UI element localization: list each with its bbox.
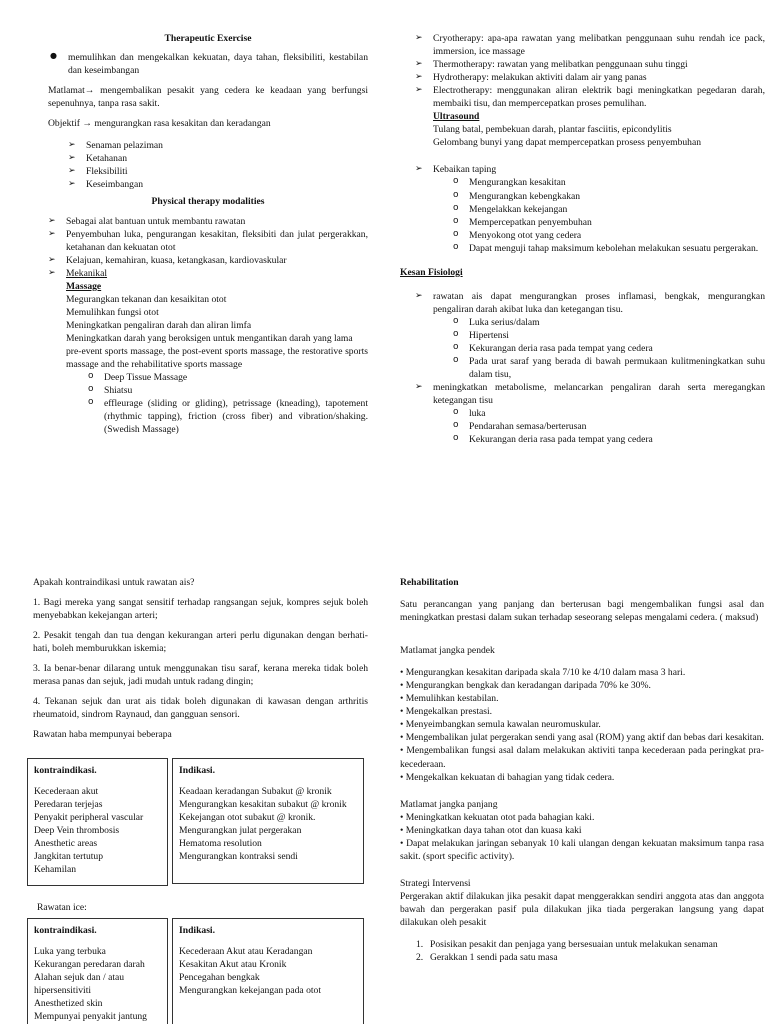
list-item: o effleurage (sliding or gliding), petrissage (kneading), tapotement (rhythmic tapping), friction (cross fiber) and vibration/shaking. (Swedish Massage) xyxy=(86,397,368,436)
list-item: o Mengurangkan kebengkakan xyxy=(451,190,765,203)
box-item: Mengurangkan kontraksi sendi xyxy=(179,851,298,863)
ultrasound-title: Ultrasound xyxy=(433,111,480,123)
therapeutic-bullets xyxy=(48,51,368,77)
list-item: ➢ Cryotherapy: apa-apa rawatan yang melibatkan penggunaan suhu rendah ice pack, immersion, ice massage xyxy=(415,32,765,58)
list-item: • Mengekalkan kekuatan di bahagian yang tidak cedera. xyxy=(400,771,615,783)
step-number: 1. xyxy=(416,939,424,951)
list-item: o Luka serius/dalam xyxy=(451,316,765,329)
box-item: Kehamilan xyxy=(34,864,77,876)
box-title: Indikasi. xyxy=(179,925,215,936)
therapeutic-exercise-title: Therapeutic Exercise xyxy=(164,33,252,44)
pt-list xyxy=(48,215,368,280)
step-text: Posisikan pesakit dan penjaga yang bersesuaian untuk melakukan senaman xyxy=(430,939,718,951)
box-item: Peredaran terjejas xyxy=(34,799,103,811)
strategy-title: Strategi Intervensi xyxy=(400,877,471,889)
list-item: • Mengembalikan julat pergerakan sendi yang asal (ROM) yang aktif dan bebas dari kesakitan. xyxy=(400,732,764,744)
list-item: ➢ meningkatkan metabolisme, melancarkan pengaliran darah serta meregangkan ketegangan tisu xyxy=(415,381,765,407)
massage-line: pre-event sports massage, the post-event sports massage, the restorative sports massage and the rehabilitative sports massage xyxy=(66,345,368,371)
therapy-types-list xyxy=(415,32,765,110)
kesan2-items xyxy=(451,407,765,446)
massage-title: Massage xyxy=(66,280,102,292)
list-item: o Pendarahan semasa/berterusan xyxy=(451,420,765,433)
list-item: ➢ Senaman pelaziman xyxy=(68,139,368,152)
list-item: • Dapat melakukan jaringan sebanyak 10 kali ulangan dengan kekuatan maksimum tanpa rasa sakit. (sport specific activity). xyxy=(400,837,764,862)
ice-intro: Rawatan ice: xyxy=(37,902,87,913)
step-text: Gerakkan 1 sendi pada satu masa xyxy=(430,952,558,964)
step-number: 2. xyxy=(416,952,424,964)
long-term-list xyxy=(400,811,764,863)
list-item: ➢ Keseimbangan xyxy=(68,178,368,191)
box-item: Penyakit peripheral vascular xyxy=(34,812,144,824)
short-term-list xyxy=(400,666,764,783)
objektif-list xyxy=(68,139,368,191)
box-item: Mengurangkan julat pergerakan xyxy=(179,825,302,837)
list-item: o Mengurangkan kesakitan xyxy=(451,176,765,189)
kesan-list-2 xyxy=(415,381,765,407)
box-item: Mempunyai penyakit jantung xyxy=(34,1011,147,1023)
box-item: Jangkitan tertutup xyxy=(34,851,104,863)
massage-line: Memulihkan fungsi otot xyxy=(66,306,159,318)
contra-point: 1. Bagi mereka yang sangat sensitif terhadap rangsangan sejuk, kompres sejuk boleh menyebabkan kekejangan arteri; xyxy=(33,597,368,622)
kesan1-items xyxy=(451,316,765,381)
list-item: o Pada urat saraf yang berada di bawah permukaan kulitmeningkatkan suhu dalam tisu, xyxy=(451,355,765,381)
list-item: ➢ Hydrotherapy: melakukan aktiviti dalam air yang panas xyxy=(415,71,765,84)
list-item: o Hipertensi xyxy=(451,329,765,342)
list-item: o Kekurangan deria rasa pada tempat yang cedera xyxy=(451,342,765,355)
right-top-column xyxy=(400,32,765,446)
list-item: • Mengurangkan kesakitan daripada skala 7/10 ke 4/10 dalam masa 3 hari. xyxy=(400,667,686,679)
rehabilitation-title: Rehabilitation xyxy=(400,577,459,588)
list-item: o Menyokong otot yang cedera xyxy=(451,229,765,242)
objektif-text: Objektif → mengurangkan rasa kesakitan dan keradangan xyxy=(48,118,271,130)
haba-indikasi-box xyxy=(172,758,364,884)
massage-line: Meningkatkan darah yang beroksigen untuk mengantikan darah yang lama xyxy=(66,332,353,344)
list-item: ➢ Penyembuhan luka, pengurangan kesakitan, fleksibiti dan julat pergerakkan, ketahanan dan kekuatan otot xyxy=(48,228,368,254)
list-item: o Mempercepatkan penyembuhan xyxy=(451,216,765,229)
box-item: Kesakitan Akut atau Kronik xyxy=(179,959,287,971)
massage-line: Megurangkan tekanan dan kesaikitan otot xyxy=(66,293,227,305)
box-item: Alahan sejuk dan / atau hipersensitiviti xyxy=(34,972,125,997)
contra-point: 4. Tekanan sejuk dan urat ais tidak boleh digunakan di kawasan dengan arthritis rheumatoid, sindrom Raynaud, dan gangguan sensori. xyxy=(33,696,368,721)
box-item: Hematoma resolution xyxy=(179,838,262,850)
therapeutic-bullet: ● memulihkan dan mengekalkan kekuatan, daya tahan, fleksibiliti, kestabilan dan keseimbangan xyxy=(48,51,368,77)
list-item: o luka xyxy=(451,407,765,420)
taping-list xyxy=(415,163,765,176)
mekanikal-item: ➢ Mekanikal xyxy=(48,267,368,280)
list-item: • Memulihkan kestabilan. xyxy=(400,693,499,705)
pt-modalities-title: Physical therapy modalities xyxy=(151,196,265,208)
box-item: Kekejangan otot subakut @ kronik. xyxy=(179,812,316,824)
list-item xyxy=(416,938,764,951)
matlamat-text: Matlamat→ mengembalikan pesakit yang cedera ke keadaan yang berfungsi sepenuhnya, tanpa rasa sakit. xyxy=(48,85,368,110)
haba-contra-box xyxy=(27,758,168,886)
list-item: ➢ Electrotherapy: menggunakan aliran elektrik bagi meningkatkan pegedaran darah, membaiki tisu, dan mempercepatkan proses pemulihan. xyxy=(415,84,765,110)
list-item: ➢ Thermotherapy: rawatan yang melibatkan penggunaan suhu tinggi xyxy=(415,58,765,71)
kesan-list-1 xyxy=(415,290,765,316)
kontraindikasi-question: Apakah kontraindikasi untuk rawatan ais? xyxy=(33,577,195,588)
list-item: o Shiatsu xyxy=(86,384,368,397)
list-item: ➢ Kelajuan, kemahiran, kuasa, ketangkasan, kardiovaskular xyxy=(48,254,368,267)
box-title: kontraindikasi. xyxy=(34,765,97,776)
list-item: • Mengurangkan bengkak dan keradangan daripada 70% ke 30%. xyxy=(400,680,651,692)
list-item: o Dapat menguji tahap maksimum kebolehan melakukan sesuatu pergerakan. xyxy=(451,242,765,255)
taping-items xyxy=(451,176,765,254)
right-bottom-column xyxy=(400,576,764,964)
ice-contra-box xyxy=(27,918,168,1024)
ultrasound-section xyxy=(415,110,765,149)
list-item xyxy=(416,951,764,964)
list-item: ➢ Ketahanan xyxy=(68,152,368,165)
box-item: Anesthetic areas xyxy=(34,838,98,850)
box-item: Kecederaan Akut atau Keradangan xyxy=(179,946,313,958)
list-item: • Meningkatkan daya tahan otot dan kuasa kaki xyxy=(400,824,582,836)
box-item: Luka yang terbuka xyxy=(34,946,106,958)
box-item: Kekurangan peredaran darah xyxy=(34,959,145,971)
list-item: o Kekurangan deria rasa pada tempat yang cedera xyxy=(451,433,765,446)
list-item: ➢ Sebagai alat bantuan untuk membantu rawatan xyxy=(48,215,368,228)
massage-line: Meningkatkan pengaliran darah dan aliran limfa xyxy=(66,319,252,331)
list-item: ➢ rawatan ais dapat mengurangkan proses inflamasi, bengkak, mengurangkan pengaliran darah akibat luka dan ketegangan tisu. xyxy=(415,290,765,316)
massage-section xyxy=(48,280,368,437)
list-item: • Menyeimbangkan semula kawalan neuromuskular. xyxy=(400,719,601,731)
contra-point: 3. Ia benar-benar dilarang untuk menggunakan tisu saraf, kerana mereka tidak boleh merasa panas dan sejuk, jadi mudah untuk radang dingin; xyxy=(33,663,368,688)
strategy-text: Pergerakan aktif dilakukan jika pesakit dapat menggerakkan sendiri anggota atas dan anggota bawah dan pergerakan pasif pula dilakukan jika tiada pergerakan langsung yang dapat dilakukan oleh pesakit xyxy=(400,890,764,928)
short-term-title: Matlamat jangka pendek xyxy=(400,645,495,657)
box-title: Indikasi. xyxy=(179,765,215,776)
kesan-fisiologi-title: Kesan Fisiologi xyxy=(400,266,463,278)
rehab-intro: Satu perancangan yang panjang dan berterusan bagi mengembalikan fungsi asal dan meningkatkan prestasi dalam sukan terhadap seseorang selepas mengalami cedera. ( maksud) xyxy=(400,599,764,624)
contra-point: 2. Pesakit tengah dan tua dengan kekurangan arteri perlu digunakan dengan berhati-hati, boleh memburukkan iskemia; xyxy=(33,630,368,655)
left-top-column xyxy=(48,32,368,436)
box-item: Mengurangkan kekejangan pada otot xyxy=(179,985,321,997)
taping-title: ➢ Kebaikan taping xyxy=(415,163,765,176)
box-item: Mengurangkan kesakitan subakut @ kronik xyxy=(179,799,347,811)
ultrasound-line: Gelombang bunyi yang dapat mempercepatkan prosess penyembuhan xyxy=(433,137,702,149)
strategy-steps xyxy=(400,938,764,964)
list-item: • Meningkatkan kekuatan otot pada bahagian kaki. xyxy=(400,811,595,823)
box-item: Anesthetized skin xyxy=(34,998,103,1010)
box-item: Kecederaan akut xyxy=(34,786,99,798)
haba-intro: Rawatan haba mempunyai beberapa xyxy=(33,729,172,741)
list-item: o Mengelakkan kekejangan xyxy=(451,203,765,216)
left-bottom-column xyxy=(33,576,368,741)
ultrasound-line: Tulang batal, pembekuan darah, plantar fasciitis, epicondylitis xyxy=(433,124,672,136)
box-item: Pencegahan bengkak xyxy=(179,972,260,984)
list-item: ➢ Fleksibiliti xyxy=(68,165,368,178)
box-item: Keadaan keradangan Subakut @ kronik xyxy=(179,786,332,798)
massage-types xyxy=(86,371,368,436)
ice-indikasi-box xyxy=(172,918,364,1024)
box-item: Deep Vein thrombosis xyxy=(34,825,120,837)
long-term-title: Matlamat jangka panjang xyxy=(400,798,498,810)
list-item: • Mengekalkan prestasi. xyxy=(400,706,493,718)
list-item: • Mengembalikan fungsi asal dalam melakukan aktiviti tanpa kecederaan pada peringkat pra-kecederaan. xyxy=(400,745,764,770)
box-title: kontraindikasi. xyxy=(34,925,97,936)
list-item: o Deep Tissue Massage xyxy=(86,371,368,384)
